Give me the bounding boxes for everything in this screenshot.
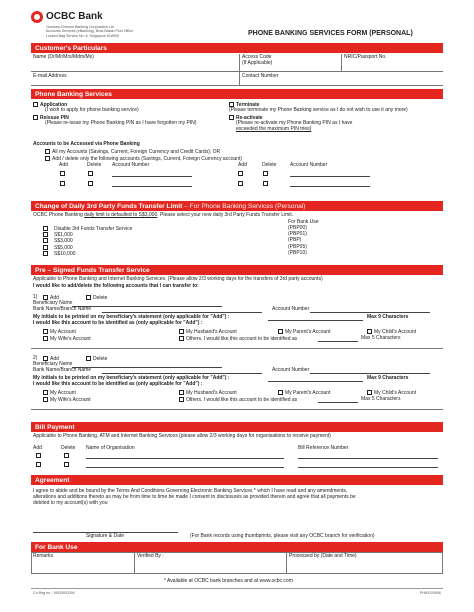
limit-option-label: S$3,000 [54, 238, 73, 245]
divider [31, 409, 443, 410]
bank-detail-line: Locked Bag Service No. 8, Singapore 918909 [46, 33, 119, 38]
account-number-field[interactable] [290, 176, 370, 177]
bill-add [36, 462, 43, 469]
footer-left-code: Co Reg no : 193200032W [33, 591, 75, 595]
transfer-limit-subtitle: – For Phone Banking Services (Personal) [184, 202, 306, 210]
bank-branch-label: Bank Name/Branch Name [33, 367, 92, 373]
bank-detail-line: Oversea-Chinese Banking Corporation Ltd [46, 25, 114, 29]
access-code-label: Access Code [242, 54, 272, 60]
section-phone-banking: Phone Banking Services [31, 89, 443, 99]
account-row [88, 181, 95, 188]
initials-label: My initials to be printed on my beneficiary's statement (only applicable for "Add") : [33, 314, 230, 320]
processed-label: Processed by (Date and Time) [289, 553, 357, 559]
my-account [43, 390, 76, 397]
add-checkbox[interactable] [238, 171, 243, 176]
husband-account-checkbox[interactable] [179, 390, 184, 395]
bill-col-add: Add [33, 445, 42, 451]
initials-field[interactable] [268, 381, 363, 382]
max5-label: Max 5 Characters [361, 396, 401, 402]
beneficiary-delete [86, 295, 107, 302]
delete-checkbox[interactable] [263, 181, 268, 186]
bank-branch-field[interactable] [102, 312, 262, 313]
husband-account-label: My Husband's Account [186, 390, 237, 396]
limit-option-label: Disable 3rd Funds Transfer Service [54, 226, 133, 232]
account-number-label: Account Number [272, 306, 310, 312]
reactivate-desc: (Please re-activate my Phone Banking PIN as I have [236, 120, 353, 126]
child-account-checkbox[interactable] [367, 329, 372, 334]
transfer-intro [33, 213, 293, 219]
others-account-label: Others. I would like this account to be identified as [186, 336, 298, 342]
wife-account-checkbox[interactable] [43, 336, 48, 341]
beneficiary-delete [86, 356, 107, 363]
add-delete-checkbox[interactable] [45, 156, 50, 161]
wife-account-label: My Wife's Account [50, 336, 91, 342]
bank-use-table [31, 552, 443, 574]
delete-checkbox[interactable] [88, 171, 93, 176]
account-number-field[interactable] [290, 186, 370, 187]
my-account-label: My Account [50, 390, 76, 396]
reactivate-checkbox[interactable] [229, 115, 234, 120]
remarks-label: Remarks [33, 553, 54, 559]
max5-label: Max 5 Characters [361, 335, 401, 341]
child-account-checkbox[interactable] [367, 390, 372, 395]
section-bill-payment: Bill Payment [31, 422, 443, 432]
col-account: Account Number [112, 162, 150, 168]
husband-account [179, 390, 237, 397]
parent-account-label: My Parent's Account [285, 329, 331, 335]
divider [134, 552, 135, 574]
limit-option-label: S$10,000 [54, 250, 76, 257]
husband-account [179, 329, 237, 336]
add-checkbox[interactable] [60, 171, 65, 176]
bank-branch-label: Bank Name/Branch Name [33, 306, 92, 312]
husband-account-checkbox[interactable] [179, 329, 184, 334]
parent-account-checkbox[interactable] [278, 390, 283, 395]
account-row [263, 181, 270, 188]
transfer-limit-title: Change of Daily 3rd Party Funds Transfer Limit [35, 202, 183, 210]
organisation-field[interactable] [86, 467, 284, 468]
others-account-checkbox[interactable] [179, 336, 184, 341]
beneficiary-name-label: Beneficiary Name [33, 361, 73, 367]
wife-account-checkbox[interactable] [43, 397, 48, 402]
col-add: Add [59, 162, 68, 168]
limit-checkbox[interactable] [43, 238, 48, 243]
terminate-label: Terminate [236, 102, 260, 108]
wife-account-label: My Wife's Account [50, 397, 91, 403]
bill-col-org: Name of Organisation [86, 445, 135, 451]
reissue-desc: (Please re-issue my Phone Banking PIN as I have forgotten my PIN) [45, 120, 197, 126]
nric-label: NRIC/Passport No. [344, 54, 387, 60]
my-account-checkbox[interactable] [43, 329, 48, 334]
bill-reference-field[interactable] [298, 467, 438, 468]
initials-label: My initials to be printed on my beneficiary's statement (only applicable for "Add") : [33, 375, 230, 381]
husband-account-label: My Husband's Account [186, 329, 237, 335]
beneficiary-number: 1) [33, 294, 38, 300]
form-title: PHONE BANKING SERVICES FORM (PERSONAL) [248, 30, 413, 37]
account-row [88, 171, 95, 178]
max9-label: Max 9 Characters [367, 375, 409, 381]
footer-right-code: PHB1S/0906 [420, 591, 441, 595]
my-account-checkbox[interactable] [43, 390, 48, 395]
col-delete: Delete [262, 162, 277, 168]
limit-checkbox[interactable] [43, 226, 48, 231]
verified-label: Verified By : [137, 553, 164, 559]
limit-option-code: (PBP00) [288, 225, 307, 231]
others-account-checkbox[interactable] [179, 397, 184, 402]
limit-checkbox[interactable] [43, 251, 48, 256]
others-field[interactable] [318, 341, 358, 342]
wife-account [43, 397, 91, 404]
transfer-intro-c: . Please select your new daily 3rd Party Funds Transfer Limit. [157, 212, 294, 218]
presigned-intro: Applicable to Phone Banking and Internet Banking Services. (Please allow 2/3 working days for the transfers of 3rd party accounts) [33, 276, 323, 282]
footer-rule [31, 588, 443, 589]
child-account-label: My Child's Account [374, 329, 417, 335]
limit-option [43, 251, 75, 258]
beneficiary-name-field[interactable] [72, 306, 222, 307]
email-field[interactable] [31, 72, 237, 85]
section-for-bank-use: For Bank Use [31, 542, 443, 552]
account-row [238, 181, 245, 188]
agreement-text-2: alterations and additions thereto as may be from time to time be made I consent to disclosures as provided therein and agree that all payments be [33, 494, 356, 500]
account-number-field[interactable] [310, 312, 430, 313]
child-account-label: My Child's Account [374, 390, 417, 396]
access-code-hint: (If Applicable) [242, 60, 273, 66]
my-account [43, 329, 76, 336]
bank-name: OCBC Bank [46, 11, 103, 23]
footer-availability: * Available at OCBC bank branches and at www.ocbc.com [164, 578, 293, 584]
col-add: Add [238, 162, 247, 168]
name-field[interactable] [31, 54, 237, 71]
parent-account [278, 329, 330, 336]
bill-col-ref: Bill Reference Number [298, 445, 349, 451]
bill-col-delete: Delete [61, 445, 76, 451]
divider [286, 552, 287, 574]
all-accounts-checkbox[interactable] [45, 149, 50, 154]
beneficiary-add-label: Add [50, 356, 59, 362]
bill-add [36, 453, 43, 460]
limit-option-code: (PBP10) [288, 249, 307, 256]
beneficiary-delete-label: Delete [93, 295, 108, 301]
bill-delete-checkbox[interactable] [64, 462, 69, 467]
others-account [179, 397, 297, 404]
bill-intro: Applicable to Phone Banking, ATM and Internet Banking Services (please allow 2/3 working days for organisations to receive payment) [33, 433, 331, 439]
bank-records-note: (For Bank records using thumbprints, please visit any OCBC branch for verification) [190, 533, 375, 539]
add-delete-label: Add / delete only the following accounts (Savings, Current, Foreign Currency account) [52, 156, 243, 162]
add-checkbox[interactable] [238, 181, 243, 186]
max9-label: Max 9 Characters [367, 314, 409, 320]
others-account-label: Others. I would like this account to be identified as [186, 397, 298, 403]
bill-add-checkbox[interactable] [36, 462, 41, 467]
bank-detail-line: Accounts Services (eBanking), Bras Basah Post Office [46, 29, 134, 34]
delete-checkbox[interactable] [88, 181, 93, 186]
contact-label: Contact Number [242, 73, 279, 79]
reactivate-label: Re-activate [236, 115, 263, 121]
limit-checkbox[interactable] [43, 245, 48, 250]
reissue-checkbox[interactable] [33, 115, 38, 120]
bank-logo [31, 11, 103, 23]
section-transfer-limit [31, 201, 443, 211]
limit-option-code: (PBP05) [288, 243, 307, 250]
limit-option-label: S$5,000 [54, 244, 73, 251]
bill-delete [64, 462, 71, 469]
application-checkbox[interactable] [33, 102, 38, 107]
bill-delete-checkbox[interactable] [64, 453, 69, 458]
email-label: E-mail Address [33, 73, 67, 79]
beneficiary-delete-checkbox[interactable] [86, 295, 91, 300]
divider [31, 348, 443, 349]
accounts-heading: Accounts to be Accessed via Phone Banking [33, 141, 140, 147]
others-account [179, 336, 297, 343]
section-presigned-transfer: Pre – Signed Funds Transfer Service [31, 265, 443, 275]
ocbc-logo-icon [31, 11, 43, 23]
limit-option-code: (PBP01) [288, 231, 307, 238]
name-label: Name (Dr/Mr/Mrs/Mdm/Ms) [33, 54, 94, 60]
bill-reference-field[interactable] [298, 458, 438, 459]
nric-field[interactable] [342, 54, 442, 71]
account-number-field[interactable] [112, 186, 192, 187]
access-code-field[interactable] [240, 54, 340, 71]
account-number-label: Account Number [272, 367, 310, 373]
limit-option-label: S$1,000 [54, 232, 73, 239]
limit-option-code: (PBP) [288, 237, 302, 244]
account-row [238, 171, 245, 178]
bank-details [46, 25, 133, 38]
identify-label: I would like this account to be identified as (only applicable for "Add") : [33, 381, 203, 387]
beneficiary-number: 2) [33, 355, 38, 361]
beneficiary-delete-checkbox[interactable] [86, 356, 91, 361]
my-account-label: My Account [50, 329, 76, 335]
organisation-field[interactable] [86, 458, 284, 459]
beneficiary-name-label: Beneficiary Name [33, 300, 73, 306]
divider [31, 85, 443, 86]
beneficiary-add-label: Add [50, 295, 59, 301]
bank-use-label: For Bank Use [288, 219, 319, 225]
beneficiary-delete-label: Delete [93, 356, 108, 362]
account-row [60, 171, 67, 178]
account-number-field[interactable] [112, 176, 192, 177]
account-row [60, 181, 67, 188]
bill-delete [64, 453, 71, 460]
all-accounts-label: All my Accounts (Savings, Current, Foreign Currency and Credit Cards); OR [52, 149, 221, 155]
application-label: Application [40, 102, 68, 108]
parent-account-checkbox[interactable] [278, 329, 283, 334]
col-delete: Delete [87, 162, 102, 168]
parent-account-label: My Parent's Account [285, 390, 331, 396]
contact-field[interactable] [240, 72, 442, 85]
parent-account [278, 390, 330, 397]
reactivate-desc-2: exceeded the maximum PIN tries) [236, 126, 312, 132]
presigned-intro-bold: I would like to add/delete the following accounts that I can transfer to: [33, 283, 199, 289]
bill-add-checkbox[interactable] [36, 453, 41, 458]
terminate-desc: (Please terminate my Phone Banking service as I do not wish to use it any more) [229, 107, 408, 113]
all-accounts-option [45, 149, 220, 156]
others-field[interactable] [318, 402, 358, 403]
col-account: Account Number [290, 162, 328, 168]
beneficiary-name-field[interactable] [72, 367, 222, 368]
transfer-intro-b: daily limit is defaulted to S$3,000 [84, 212, 158, 218]
initials-field[interactable] [268, 320, 363, 321]
delete-checkbox[interactable] [263, 171, 268, 176]
account-number-field[interactable] [310, 373, 430, 374]
application-desc: (I wish to apply for phone banking service) [45, 107, 139, 113]
wife-account [43, 336, 91, 343]
bank-branch-field[interactable] [102, 373, 262, 374]
section-agreement: Agreement [31, 475, 443, 485]
limit-checkbox[interactable] [43, 232, 48, 237]
reissue-label: Reissue PIN [40, 115, 69, 121]
transfer-intro-a: OCBC Phone Banking [33, 212, 85, 218]
add-checkbox[interactable] [60, 181, 65, 186]
agreement-text-1: I agree to abide and be bound by the Terms And Conditions Governing Electronic Banking Services * which I have read and any amendments, [33, 488, 348, 494]
identify-label: I would like this account to be identified as (only applicable for "Add") : [33, 320, 203, 326]
signature-label: Signature & Date [86, 533, 125, 539]
account-row [263, 171, 270, 178]
section-customer-particulars: Customer's Particulars [31, 43, 443, 53]
agreement-text-3: debited to my account(s) with you [33, 500, 108, 506]
